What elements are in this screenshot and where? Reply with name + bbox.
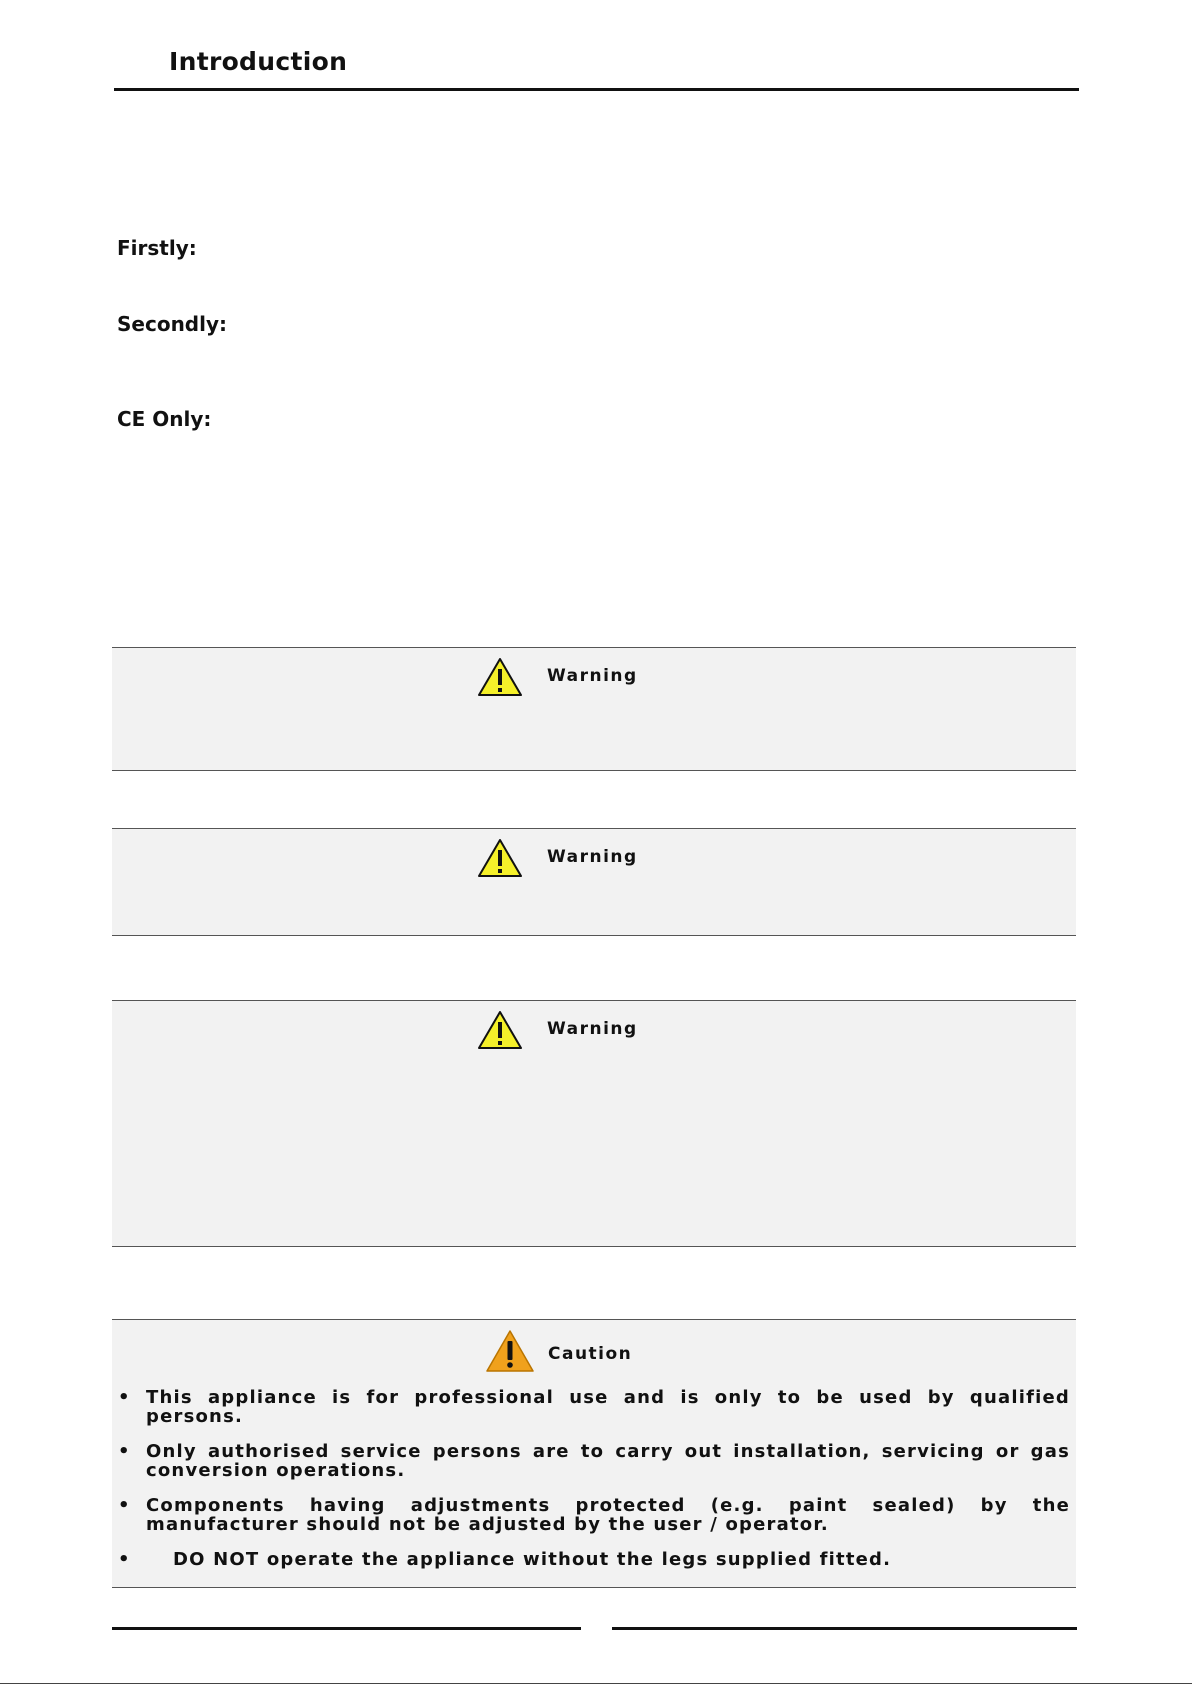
warning-label: Warning [547, 847, 638, 867]
caution-label: Caution [548, 1344, 633, 1364]
footer-divider-right [612, 1627, 1077, 1630]
warning-box [112, 647, 1076, 771]
caution-item-text: Only authorised service persons are to carry out installation, servicing or gas conversion operations. [146, 1441, 1070, 1481]
page-title: Introduction [169, 47, 348, 76]
warning-header [112, 1006, 1076, 1046]
bullet: • [118, 1387, 131, 1408]
caution-header [112, 1329, 1076, 1369]
term-secondly: Secondly: [117, 312, 228, 336]
caution-item [112, 1388, 1076, 1426]
bullet: • [118, 1441, 131, 1462]
caution-triangle-icon [485, 1329, 535, 1373]
warning-triangle-icon [477, 657, 523, 697]
caution-box [112, 1319, 1076, 1588]
caution-item [112, 1550, 1076, 1569]
caution-item-text: Components having adjustments protected (e.g. paint sealed) by the manufacturer should not be adjusted by the user / operator. [146, 1495, 1070, 1535]
warning-box [112, 828, 1076, 936]
bullet: • [118, 1549, 131, 1570]
term-ce-only: CE Only: [117, 407, 212, 431]
warning-triangle-icon [477, 838, 523, 878]
warning-header [112, 834, 1076, 874]
header-divider [114, 88, 1079, 91]
caution-item [112, 1496, 1076, 1534]
caution-item-text: This appliance is for professional use and is only to be used by qualified persons. [146, 1387, 1070, 1427]
warning-label: Warning [547, 666, 638, 686]
caution-item-text: DO NOT operate the appliance without the legs supplied fitted. [173, 1549, 892, 1570]
warning-triangle-icon [477, 1010, 523, 1050]
page-edge [0, 1683, 1192, 1684]
footer-divider-left [112, 1627, 581, 1630]
caution-item [112, 1442, 1076, 1480]
bullet: • [118, 1495, 131, 1516]
term-firstly: Firstly: [117, 236, 197, 260]
caution-list [112, 1388, 1076, 1585]
warning-label: Warning [547, 1019, 638, 1039]
warning-header [112, 653, 1076, 693]
warning-box [112, 1000, 1076, 1247]
